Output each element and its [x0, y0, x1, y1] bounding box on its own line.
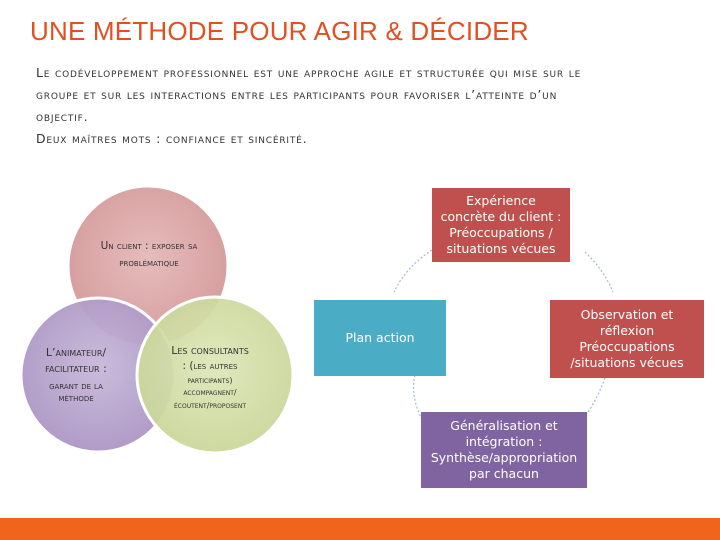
- cycle-arrow-1: [394, 250, 432, 292]
- consultants-label-line1: Les consultants: [171, 344, 249, 357]
- intro-definition: Le codéveloppement professionnel est une approche agile et structurée qui mise sur le groupe et sur les interactions entre les participants pour favoriser l’atteinte d’un objectif.: [36, 65, 582, 124]
- client-label-line2: problématique: [119, 257, 179, 269]
- consultants-label-line2: : (les autres: [182, 360, 238, 373]
- client-label-line1: Un client : exposer sa: [100, 240, 198, 252]
- animateur-label-line2: facilitateur :: [45, 362, 107, 376]
- footer-bar: [0, 518, 720, 540]
- venn-label-client: [74, 240, 224, 270]
- consultants-label-line4: accompagnent/: [183, 388, 237, 398]
- consultants-label-line5: écoutent/proposent: [173, 400, 246, 410]
- cycle-box-generalisation: Généralisation et intégration : Synthèse/appropriation par chacun: [421, 412, 587, 488]
- page-title: UNE MÉTHODE POUR AGIR & DÉCIDER: [30, 16, 529, 46]
- cycle-box-observation: Observation et réflexion Préoccupations /situations vécues: [550, 300, 704, 378]
- intro-keywords: Deux maîtres mots : confiance et sincérité.: [36, 131, 308, 146]
- cycle-arrow-2: [585, 252, 613, 292]
- animateur-label-line1: L’animateur/: [45, 346, 107, 359]
- animateur-label-line4: méthode: [58, 392, 94, 404]
- animateur-label-line3: garant de la: [49, 380, 103, 392]
- venn-label-animateur: [26, 346, 126, 405]
- cycle-box-plan-action: Plan action: [314, 300, 446, 376]
- venn-label-consultants: [152, 344, 268, 411]
- cycle-arrow-3: [584, 378, 605, 418]
- cycle-box-experience: Expérience concrète du client : Préoccupations / situations vécues: [432, 188, 570, 262]
- consultants-label-line3: participants): [187, 375, 233, 385]
